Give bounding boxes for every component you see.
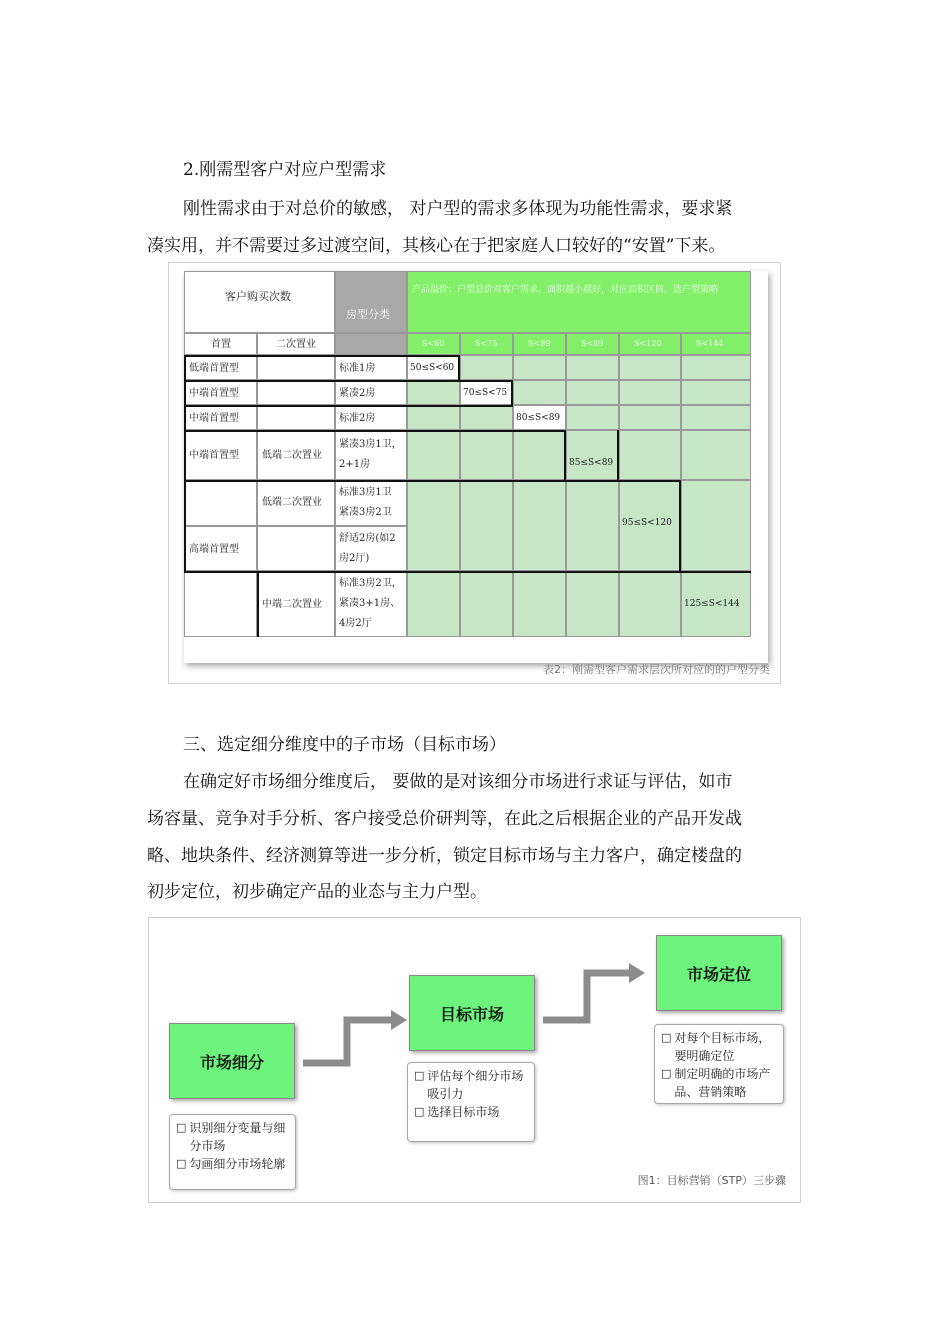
checkbox-icon: □ xyxy=(661,1031,672,1044)
list-item: □ 对每个目标市场，要明确定位 xyxy=(661,1031,771,1063)
table-row-2-second xyxy=(257,380,335,405)
table-cell xyxy=(460,571,513,637)
table-border xyxy=(184,380,513,382)
table-cell xyxy=(619,571,681,637)
table-row-1-range: 50≤S<60 xyxy=(407,355,460,380)
table-border xyxy=(257,571,259,637)
table-border xyxy=(184,355,460,357)
table-border xyxy=(184,405,513,407)
table-cell xyxy=(681,355,751,380)
paragraph-1-line-1: 刚性需求由于对总价的敏感， 对户型的需求多体现为功能性需求，要求紧 xyxy=(183,199,733,219)
range-header-2: S<75 xyxy=(460,333,513,355)
step-3-title: 市场定位 xyxy=(686,964,751,984)
table-row-7-range: 125≤S<144 xyxy=(681,571,751,637)
list-item: □ 制定明确的市场产品、营销策略 xyxy=(661,1067,771,1099)
step-1-list xyxy=(169,1114,296,1190)
table-border xyxy=(184,480,681,482)
table-row-3-first: 中端首置型 xyxy=(184,405,257,430)
table-cell xyxy=(513,430,566,480)
table-row-2-type: 紧凑2房 xyxy=(335,380,407,405)
arrow-head xyxy=(629,963,645,983)
table-row-5-first xyxy=(184,480,257,526)
range-header-5: S<120 xyxy=(619,333,681,355)
col-second-purchase: 二次置业 xyxy=(257,333,335,355)
table-cell xyxy=(513,355,566,380)
table-border xyxy=(511,380,513,405)
step-1-box xyxy=(169,1023,295,1099)
table-border xyxy=(184,430,566,432)
checkbox-icon: □ xyxy=(661,1067,672,1080)
table-row-4-type: 紧凑3房1卫，2+1房 xyxy=(335,430,407,480)
table-row-2-first: 中端首置型 xyxy=(184,380,257,405)
col-type-blank xyxy=(335,333,407,355)
table-cell xyxy=(460,405,513,430)
table-row-6-type: 舒适2房(如2房2厅) xyxy=(335,526,407,571)
table-cell xyxy=(566,405,619,430)
classification-table xyxy=(184,271,768,663)
table-row-4-second: 低端二次置业 xyxy=(257,430,335,480)
step-2-list xyxy=(407,1062,535,1142)
range-header-1: S<60 xyxy=(407,333,460,355)
stp-diagram xyxy=(148,917,801,1203)
paragraph-2-line-3: 略、地块条件、经济测算等进一步分析，锁定目标市场与主力客户，确定楼盘的 xyxy=(147,846,742,866)
table-row-2-range: 70≤S<75 xyxy=(460,380,513,405)
table-cell xyxy=(566,355,619,380)
table-cell xyxy=(619,405,681,430)
table-row-4-first: 中端首置型 xyxy=(184,430,257,480)
table-row-5-second: 低端二次置业 xyxy=(257,480,335,526)
step-1-title: 市场细分 xyxy=(199,1052,264,1072)
range-header-3: S<89 xyxy=(513,333,566,355)
section-heading-3: 三、选定细分维度中的子市场（目标市场） xyxy=(183,735,506,755)
table-cell xyxy=(619,430,681,480)
header-green-note: 产品溢价：户型总价对客户需求，面积越小越好，对应面积区间，选户型策略 xyxy=(407,271,751,333)
table-cell xyxy=(407,430,460,480)
list-item: □ 勾画细分市场轮廓 xyxy=(176,1157,286,1171)
table-cell xyxy=(566,480,619,571)
list-item: □ 评估每个细分市场吸引力 xyxy=(414,1069,524,1101)
table-cell xyxy=(681,380,751,405)
table-border xyxy=(458,355,460,380)
arrow-head xyxy=(391,1010,407,1030)
table-row-6-second xyxy=(257,526,335,571)
table-cell xyxy=(513,480,566,571)
step-3-list xyxy=(654,1024,784,1104)
table-cell xyxy=(460,430,513,480)
table-cell xyxy=(407,405,460,430)
list-item: □ 识别细分变量与细分市场 xyxy=(176,1121,286,1153)
arrow-connector xyxy=(543,973,631,1020)
table-cell xyxy=(407,480,460,571)
table-cell xyxy=(513,571,566,637)
section-heading-2: 2.刚需型客户对应户型需求 xyxy=(183,160,387,180)
table-border xyxy=(679,480,681,571)
table-row-7-type: 标准3房2卫，紧凑3+1房、4房2厅 xyxy=(335,571,407,637)
checkbox-icon: □ xyxy=(176,1121,187,1134)
step-3-box xyxy=(656,935,782,1011)
range-header-6: S<144 xyxy=(681,333,751,355)
table-cell xyxy=(681,430,751,480)
table-cell xyxy=(407,571,460,637)
table-row-1-second xyxy=(257,355,335,380)
table-caption: 表2：刚需型客户需求层次所对应的的户型分类 xyxy=(543,663,770,676)
table-cell xyxy=(566,380,619,405)
col-first-purchase: 首置 xyxy=(184,333,257,355)
table-cell xyxy=(681,405,751,430)
table-row-3-second xyxy=(257,405,335,430)
checkbox-icon: □ xyxy=(414,1105,425,1118)
table-row-3-type: 标准2房 xyxy=(335,405,407,430)
arrow-connector xyxy=(303,1020,393,1063)
paragraph-2-line-4: 初步定位，初步确定产品的业态与主力户型。 xyxy=(147,882,487,902)
table-row-1-type: 标准1房 xyxy=(335,355,407,380)
table-cell xyxy=(619,355,681,380)
table-row-6-first: 高端首置型 xyxy=(184,526,257,571)
table-border xyxy=(617,430,619,480)
step-2-title: 目标市场 xyxy=(439,1004,504,1024)
table-cell xyxy=(566,571,619,637)
table-cell xyxy=(619,380,681,405)
checkbox-icon: □ xyxy=(414,1069,425,1082)
table-row-5-type: 标准3房1卫 紧凑3房2卫 xyxy=(335,480,407,526)
table-figure xyxy=(168,262,781,684)
paragraph-2-line-2: 场容量、竞争对手分析、客户接受总价研判等，在此之后根据企业的产品开发战 xyxy=(147,809,742,829)
list-item: □ 选择目标市场 xyxy=(414,1105,500,1119)
diagram-caption: 图1：目标营销（STP）三步骤 xyxy=(637,1174,786,1187)
paragraph-2-line-1: 在确定好市场细分维度后， 要做的是对该细分市场进行求证与评估，如市 xyxy=(183,772,733,792)
table-row-5-range: 95≤S<120 xyxy=(619,480,681,571)
table-cell xyxy=(460,480,513,571)
table-border xyxy=(184,355,186,571)
table-cell xyxy=(460,355,513,380)
table-cell xyxy=(513,380,566,405)
header-buyer-times: 客户购买次数 xyxy=(184,271,335,333)
table-border xyxy=(184,571,751,573)
table-row-3-range: 80≤S<89 xyxy=(513,405,566,430)
table-row-7-second: 中端二次置业 xyxy=(257,571,335,637)
paragraph-1-line-2: 凑实用，并不需要过多过渡空间，其核心在于把家庭人口较好的“安置”下来。 xyxy=(147,236,726,256)
table-row-1-first: 低端首置型 xyxy=(184,355,257,380)
range-header-4: S<89 xyxy=(566,333,619,355)
step-2-box xyxy=(409,975,535,1051)
table-border xyxy=(564,430,566,480)
table-row-4-range: 85≤S<89 xyxy=(566,430,619,480)
table-row-7-first xyxy=(184,571,257,637)
checkbox-icon: □ xyxy=(176,1157,187,1170)
table-cell xyxy=(681,480,751,571)
header-room-type: 房型分类 xyxy=(335,271,407,333)
table-cell xyxy=(407,380,460,405)
